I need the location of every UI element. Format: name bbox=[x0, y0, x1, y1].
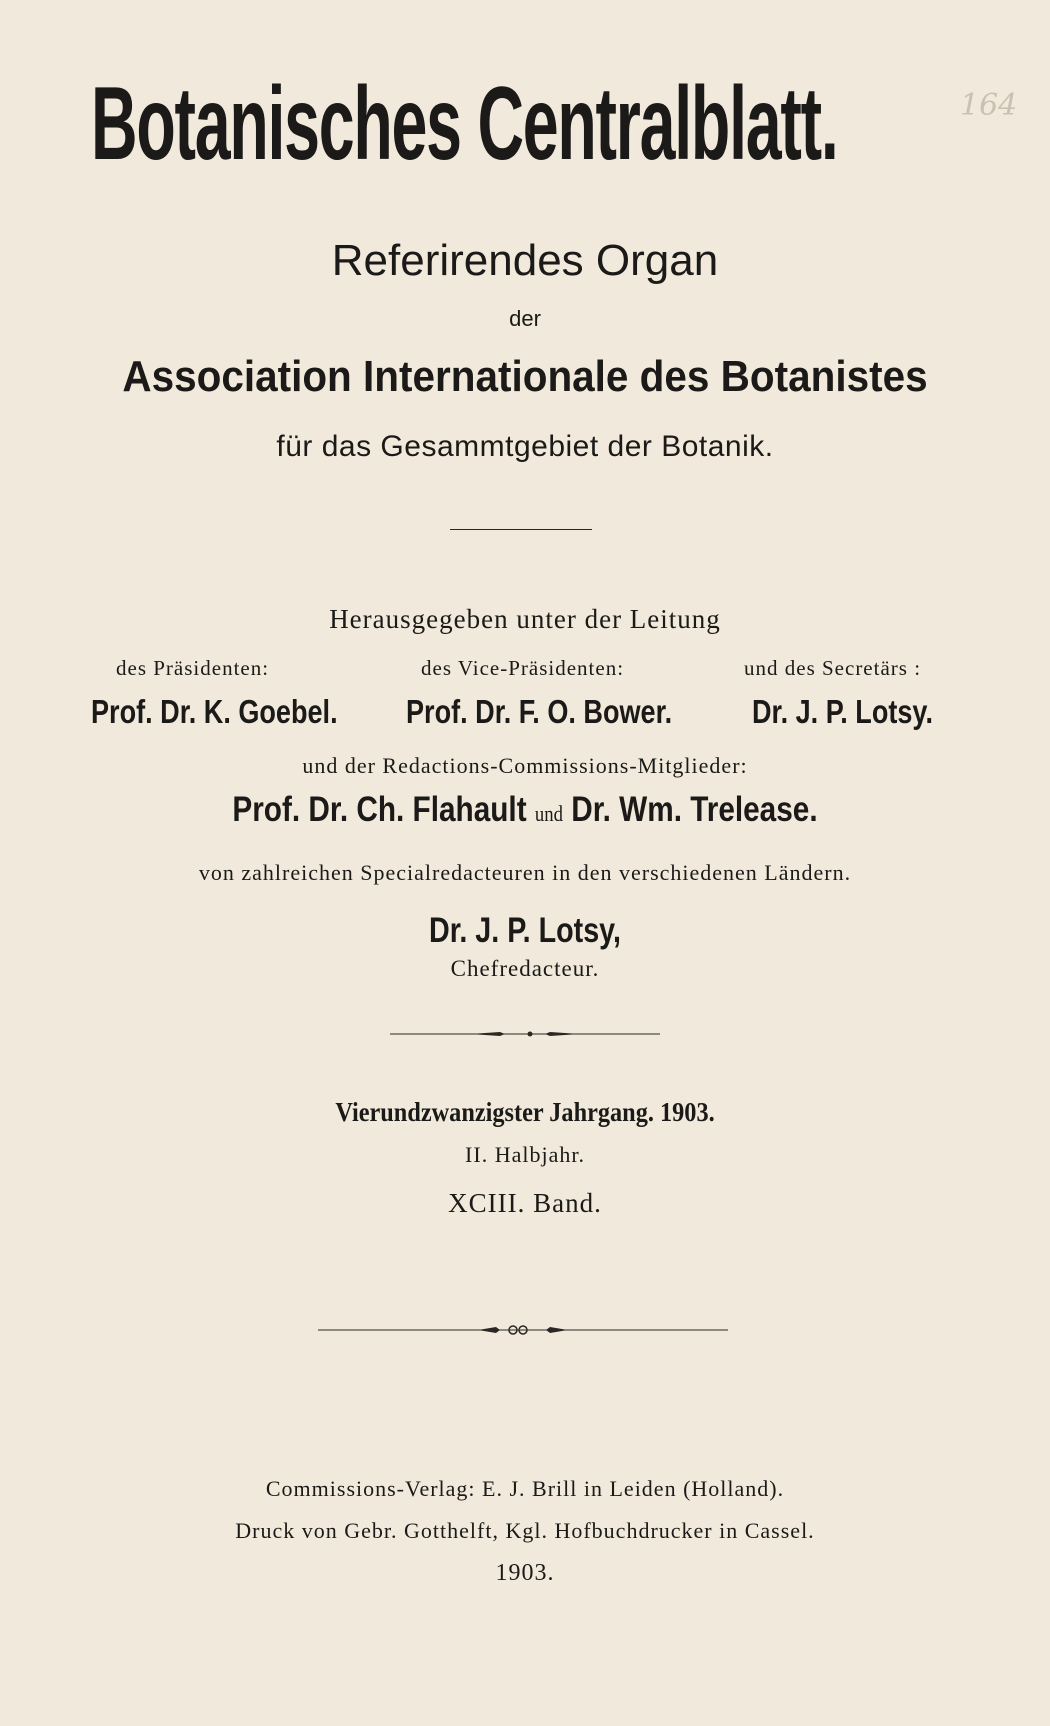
chief-editor-name: Dr. J. P. Lotsy, bbox=[429, 911, 621, 950]
ornament-divider bbox=[390, 1027, 660, 1041]
vice-president-role: des Vice-Präsidenten: bbox=[421, 656, 625, 680]
commission-members bbox=[79, 790, 972, 830]
president-role: des Präsidenten: bbox=[116, 656, 270, 680]
specialists-line: von zahlreichen Specialredacteuren in den verschiedenen Ländern. bbox=[198, 860, 852, 885]
divider-rule bbox=[450, 529, 592, 530]
scope-line: für das Gesammtgebiet der Botanik. bbox=[276, 430, 774, 463]
volume-year: Vierundzwanzigster Jahrgang. 1903. bbox=[335, 1097, 715, 1127]
ornament-divider-lower bbox=[318, 1323, 728, 1337]
secretary-role: und des Secretärs : bbox=[744, 656, 922, 680]
commission-und: und bbox=[534, 801, 563, 826]
publisher-line: Commissions-Verlag: E. J. Brill in Leiden (Holland). bbox=[265, 1476, 785, 1501]
commission-member-1: Prof. Dr. Ch. Flahault bbox=[232, 790, 527, 829]
handwritten-pencil-mark: 164 bbox=[960, 88, 1018, 123]
association-name: Association Internationale des Botanistes bbox=[122, 352, 928, 401]
subtitle: Referirendes Organ bbox=[331, 236, 719, 285]
editorship-intro: Herausgegeben unter der Leitung bbox=[329, 604, 721, 634]
chief-editor-title: Chefredacteur. bbox=[450, 956, 600, 981]
secretary-name: Dr. J. P. Lotsy. bbox=[752, 693, 933, 730]
half-year: II. Halbjahr. bbox=[465, 1142, 585, 1167]
printer-line: Druck von Gebr. Gotthelft, Kgl. Hofbuchdrucker in Cassel. bbox=[235, 1518, 815, 1543]
vice-president-name: Prof. Dr. F. O. Bower. bbox=[406, 693, 673, 730]
journal-title: Botanisches Centralblatt. bbox=[91, 66, 838, 182]
band-number: XCIII. Band. bbox=[448, 1188, 602, 1218]
imprint-year: 1903. bbox=[495, 1560, 555, 1586]
president-name: Prof. Dr. K. Goebel. bbox=[91, 693, 338, 730]
der-connector: der bbox=[509, 306, 541, 331]
commission-label: und der Redactions-Commissions-Mitglieder: bbox=[302, 753, 748, 778]
commission-member-2: Dr. Wm. Trelease. bbox=[571, 790, 818, 829]
